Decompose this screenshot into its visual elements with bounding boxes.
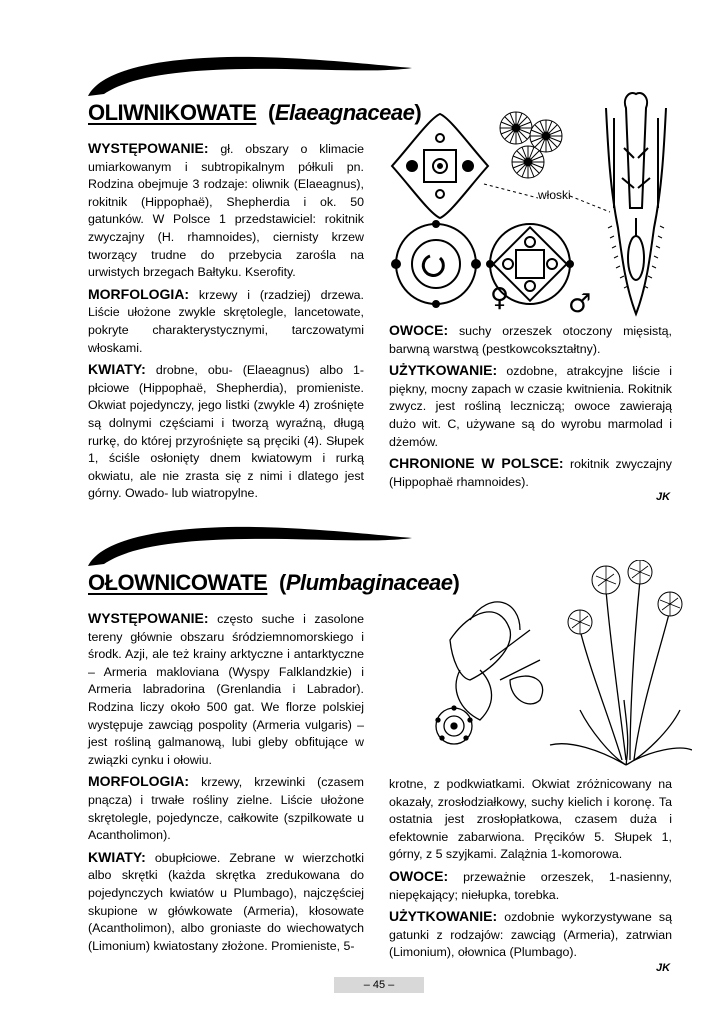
section1-morphology: MORFOLOGIA: krzewy i (rzadziej) drzewa. Liście ułożone zwykle skrętolegle, lancetowate, pokryte charakterystycznymi, tarczowatymi włoskami.: [88, 285, 364, 355]
section2-heading: OŁOWNICOWATE (Plumbaginaceae): [88, 570, 460, 595]
female-symbol: ♀: [490, 283, 510, 313]
section1-protected: CHRONIONE W POLSCE: rokitnik zwyczajny (Hippophaë rhamnoides).: [389, 455, 673, 489]
section1-occurrence: WYSTĘPOWANIE: gł. obszary o klimacie umiarkowanym i subtropikalnym półkuli pn. Rodzina obejmuje 3 rodzaje: oliwnik (Elaeagnus), rokitnik (Hippophaë), Shepherdia i ok. 50 gatunków. W Polsce 1 przedstawiciel: rokitnik zwyczajny (H. rhamnoides), ciernisty krzew tworzący trudne do przebycia zarośla na urwistych brzegach Bałtyku. Kserofity.: [88, 140, 364, 280]
section1-latin: Elaeagnaceae: [274, 100, 415, 125]
flower-diagrams-illustration: [388, 106, 628, 316]
section2-family: OŁOWNICOWATE: [88, 570, 268, 595]
section2-right-column: [389, 776, 672, 966]
section2-latin: Plumbaginaceae: [285, 570, 453, 595]
section1-initials: JK: [656, 491, 671, 503]
decorative-swoosh: [86, 520, 416, 570]
page-number: – 45 –: [334, 977, 424, 993]
section2-use: UŻYTKOWANIE: ozdobnie wykorzystywane są gatunki z rodzajów: zawciąg (Armeria), zatrwian (Limonium), ołownica (Plumbago).: [389, 908, 672, 960]
section2-fruit: OWOCE: przeważnie orzeszek, 1-nasienny, niepękający; niełupka, torebka.: [389, 867, 672, 902]
illustration-label-hairs: włoski: [538, 188, 571, 202]
section2-initials: JK: [656, 962, 671, 974]
male-symbol: ♂: [568, 289, 592, 316]
section1-flowers: KWIATY: drobne, obu- (Elaeagnus) albo 1-płciowe (Hippophaë, Shepherdia), promieniste. Okwiat pojedynczy, jego listki (zwykle 4) zrośnięte są dolnymi częściami i tworzą wyraźną, długą rurkę, do której przyrośnięte są pręciki (4). Słupek 1, ściśle osłonięty dnem kwiatowym i rurką okwiatu, ale nie zrasta się z nimi i dlatego jest górny. Owado- lub wiatropylne.: [88, 361, 364, 501]
section1-fruit: OWOCE: suchy orzeszek otoczony mięsistą, barwną warstwą (pestkowcokształtny).: [389, 322, 672, 356]
flower-section-illustration: [600, 88, 672, 318]
section2-flowers-continued: krotne, z podkwiatkami. Okwiat zróżnicowany na okazały, zrosłodziałkowy, suchy kielich i koronę. Ta ostatnia jest zrosłopłatkowa, czasem duża i efektownie zabarwiona. Pręcików 5. Słupek 1, górny, z 5 szyjkami. Zalążnia 1-komorowa.: [389, 777, 672, 862]
section2-morphology: MORFOLOGIA: krzewy, krzewinki (czasem pnącza) i trwałe rośliny zielne. Liście ułożone skrętolegle, pojedyncze, całkowite (szpilkowate u Acantholimon).: [88, 773, 364, 843]
section1-use: UŻYTKOWANIE: ozdobne, atrakcyjne liście i piękny, mocny zapach w czasie kwitnienia. Rokitnik zwycz. jest rośliną leczniczą; owoce zawierają dużo wit. C, używane są do wyrobu marmolad i dżemów.: [389, 362, 673, 449]
section1-heading: OLIWNIKOWATE (Elaeagnaceae): [88, 100, 422, 125]
section2-left-column: [88, 610, 364, 959]
section1-left-column: [88, 140, 364, 507]
section1-family: OLIWNIKOWATE: [88, 100, 257, 125]
decorative-swoosh: [86, 50, 416, 100]
section2-occurrence: WYSTĘPOWANIE: często suche i zasolone tereny głównie obszaru śródziemnomorskiego i środk. Azji, ale też krainy arktyczne i antarktyczne – Armeria makloviana (Wyspy Falklandzkie) i Armeria labradorina (Grenlandia i Labrador). Rodzina liczy około 500 gat. We florze polskiej występuje zawciąg pospolity (Armeria vulgaris) – jest rośliną galmanową, lubi gleby obfitujące w związki cynku i ołowiu.: [88, 610, 364, 767]
plant-illustration: [430, 560, 692, 772]
section1-right-column: [389, 322, 672, 495]
section2-flowers: KWIATY: obupłciowe. Zebrane w wierzchotki albo skrętki (każda skrętka zredukowana do pojedynczych kwiatów u Plumbago), najczęściej skupione w główkowate (Armeria), kłosowate (Acantholimon), albo groniaste do wiechowatych (Limonium) kwiatostany złożone. Promieniste, 5-: [88, 848, 364, 953]
